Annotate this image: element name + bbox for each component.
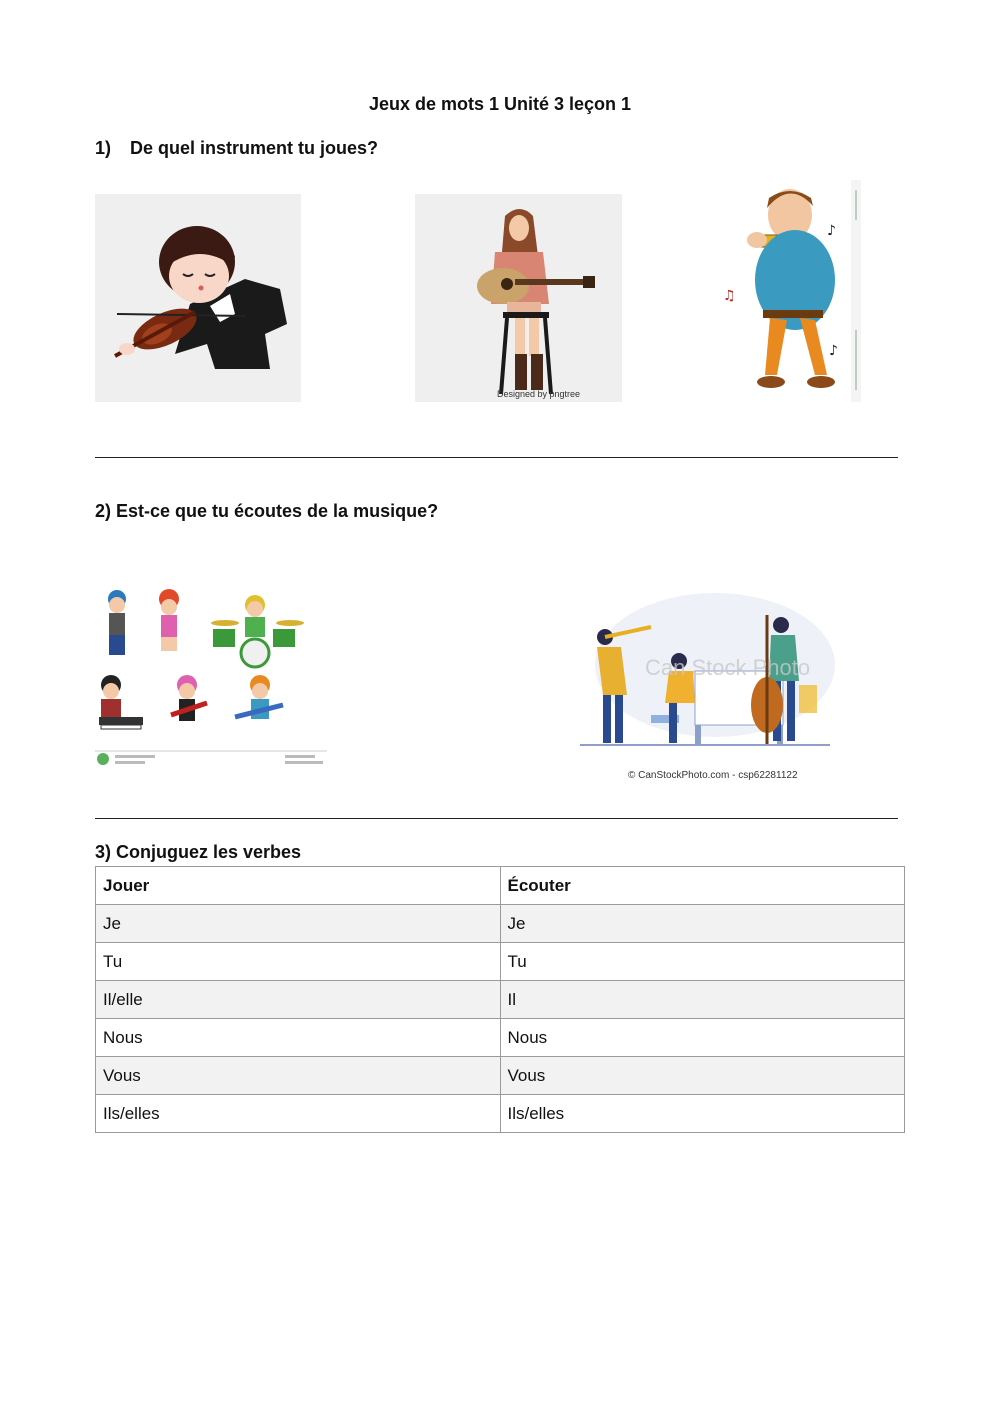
jazz-watermark: Can Stock Photo [645,655,811,680]
question-3-heading: 3) Conjuguez les verbes [95,842,302,862]
worksheet-title: Jeux de mots 1 Unité 3 leçon 1 [368,94,632,114]
violin-player-image [95,194,301,402]
table-cell-jouer[interactable]: Ils/elles [96,1095,501,1133]
column-header-ecouter: Écouter [500,867,905,905]
table-cell-ecouter[interactable]: Il [500,981,905,1019]
table-cell-ecouter[interactable]: Je [500,905,905,943]
svg-text:♪: ♪ [827,223,836,239]
jazz-image-credit: © CanStockPhoto.com - csp62281122 [628,770,798,781]
table-row [96,1019,905,1057]
question-1-number: 1) [95,138,112,158]
table-header-row [96,867,905,905]
answer-line-2[interactable] [95,818,898,819]
table-cell-jouer[interactable]: Je [96,905,501,943]
question-1-text: De quel instrument tu joues? [130,138,379,158]
harmonica-player-image [715,180,865,402]
guitar-player-image [415,194,622,402]
table-cell-jouer[interactable]: Il/elle [96,981,501,1019]
table-row [96,981,905,1019]
table-row [96,905,905,943]
table-row [96,1095,905,1133]
table-cell-jouer[interactable]: Vous [96,1057,501,1095]
table-cell-jouer[interactable]: Tu [96,943,501,981]
question-1-heading [95,138,378,159]
column-header-jouer: Jouer [96,867,501,905]
question-2-heading: 2) Est-ce que tu écoutes de la musique? [95,501,439,521]
kids-band-image [95,585,327,770]
guitar-watermark: Designed by pngtree [497,389,581,399]
table-cell-jouer[interactable]: Nous [96,1019,501,1057]
table-cell-ecouter[interactable]: Tu [500,943,905,981]
conjugation-table [95,866,905,1133]
answer-line-1[interactable] [95,457,898,458]
jazz-band-image [575,585,837,785]
svg-text:♫: ♫ [723,288,736,304]
table-cell-ecouter[interactable]: Nous [500,1019,905,1057]
svg-text:♪: ♪ [829,343,838,359]
table-cell-ecouter[interactable]: Ils/elles [500,1095,905,1133]
table-cell-ecouter[interactable]: Vous [500,1057,905,1095]
table-row [96,1057,905,1095]
table-row [96,943,905,981]
